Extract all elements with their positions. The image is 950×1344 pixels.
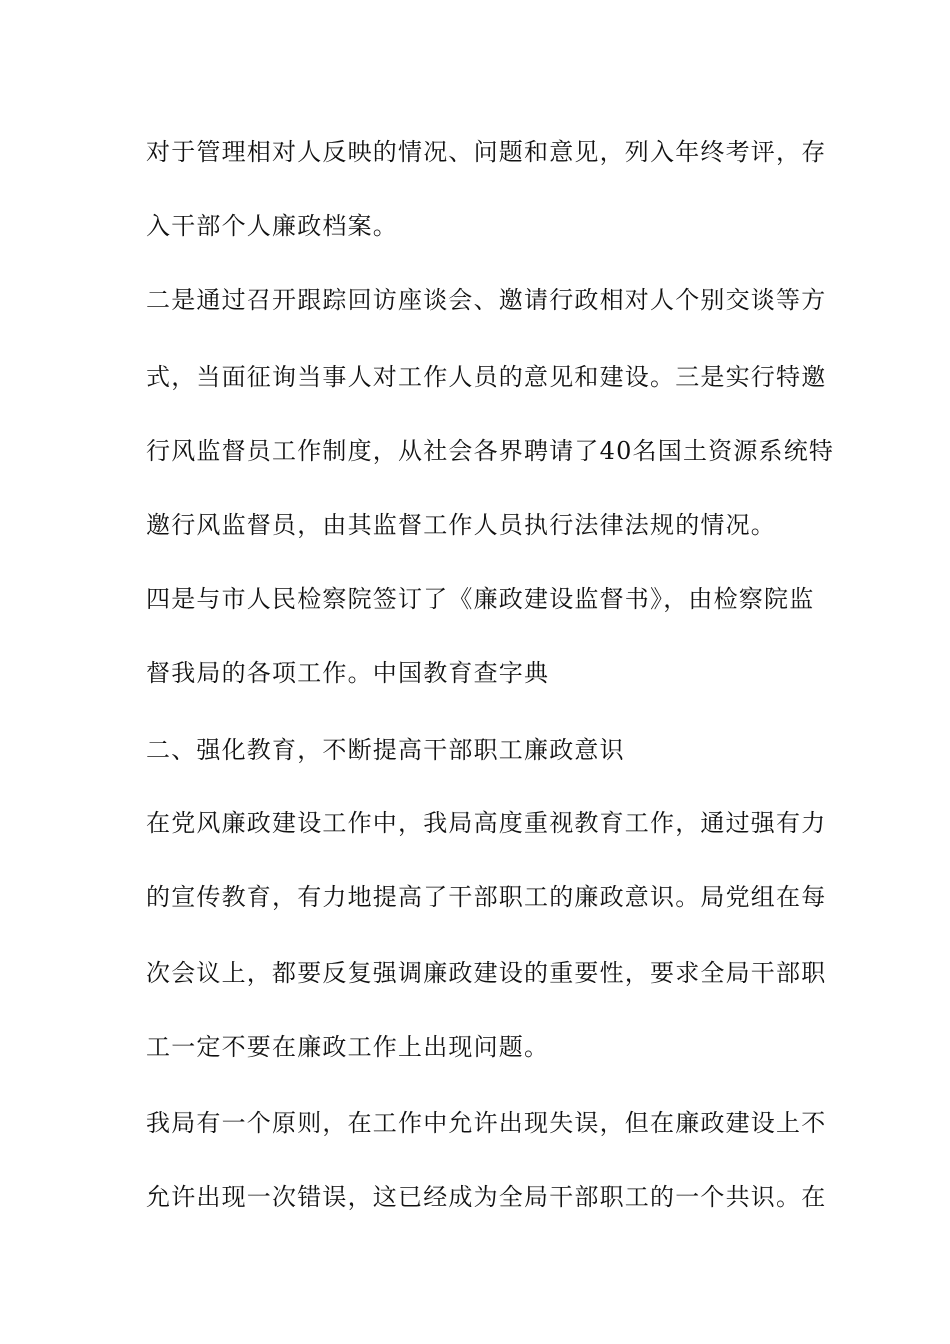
text-line-13: 工一定不要在廉政工作上出现问题。 [146, 1033, 550, 1061]
text-line-1: 对于管理相对人反映的情况、问题和意见，列入年终考评，存 [146, 138, 827, 166]
text-line-11: 的宣传教育，有力地提高了干部职工的廉政意识。局党组在每 [146, 883, 827, 911]
text-line-15: 允许出现一次错误，这已经成为全局干部职工的一个共识。在 [146, 1183, 827, 1211]
text-line-10: 在党风廉政建设工作中，我局高度重视教育工作，通过强有力 [146, 809, 827, 837]
text-line-7: 四是与市人民检察院签订了《廉政建设监督书》，由检察院监 [146, 585, 815, 613]
text-line-14: 我局有一个原则，在工作中允许出现失误，但在廉政建设上不 [146, 1109, 827, 1137]
text-line-5: 行风监督员工作制度，从社会各界聘请了40名国土资源系统特 [146, 437, 835, 465]
text-line-9: 二、强化教育，不断提高干部职工廉政意识 [146, 736, 625, 764]
text-line-3: 二是通过召开跟踪回访座谈会、邀请行政相对人个别交谈等方 [146, 286, 827, 314]
text-line-8: 督我局的各项工作。中国教育查字典 [146, 659, 550, 687]
text-line-12: 次会议上，都要反复强调廉政建设的重要性，要求全局干部职 [146, 959, 827, 987]
text-line-4: 式，当面征询当事人对工作人员的意见和建设。三是实行特邀 [146, 363, 827, 391]
text-line-2: 入干部个人廉政档案。 [146, 212, 398, 240]
text-line-6: 邀行风监督员，由其监督工作人员执行法律法规的情况。 [146, 511, 776, 539]
